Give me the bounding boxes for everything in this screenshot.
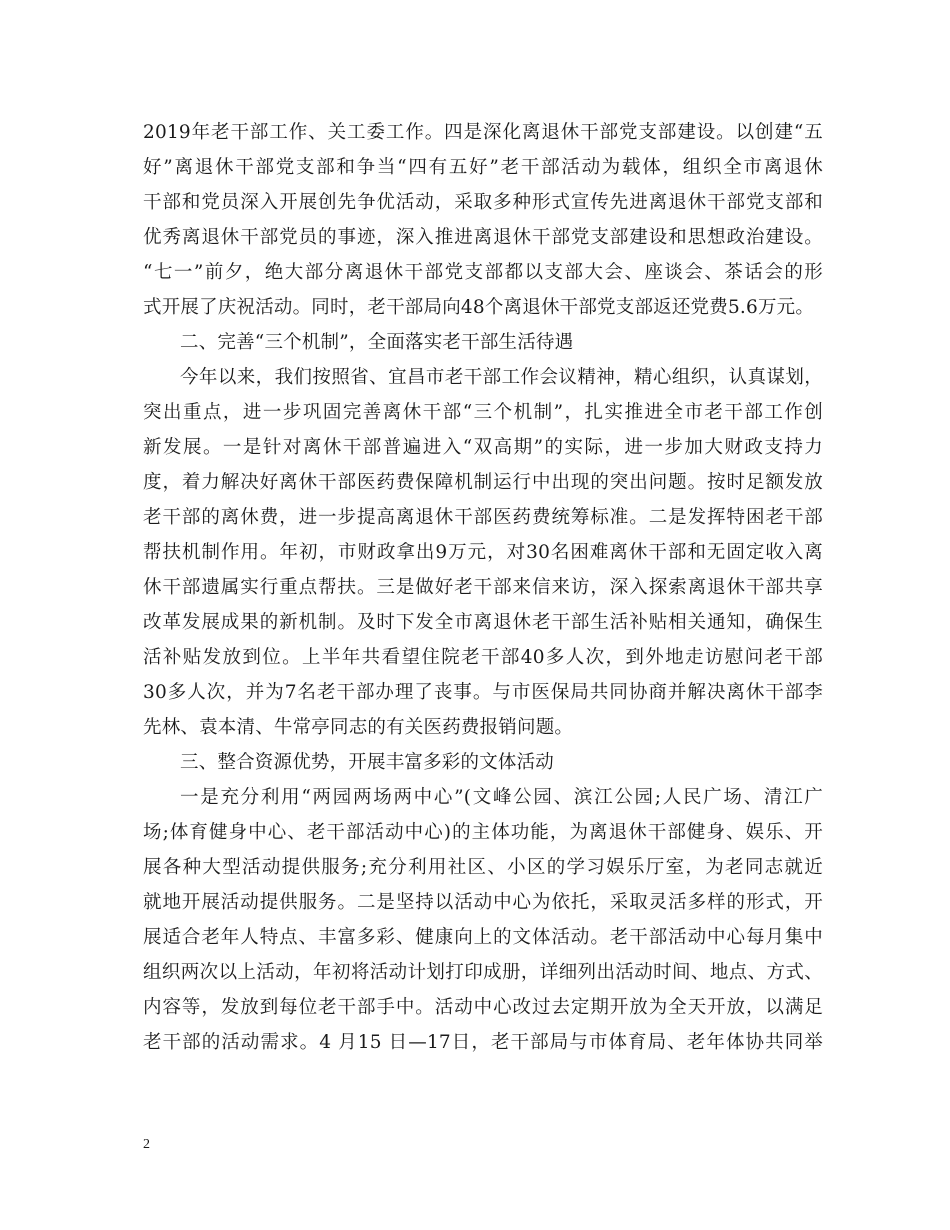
text-line: 展适合老年人特点、丰富多彩、健康向上的文体活动。老干部活动中心每月集中 bbox=[143, 927, 823, 948]
text-line: 优秀离退休干部党员的事迹，深入推进离退休干部党支部建设和思想政治建设。 bbox=[143, 227, 823, 248]
text-line: 先林、袁本清、牛常亭同志的有关医药费报销问题。 bbox=[143, 717, 574, 738]
text-line: 老干部的离休费，进一步提高离退休干部医药费统筹标准。二是发挥特困老干部 bbox=[143, 507, 823, 528]
text-line: 今年以来，我们按照省、宜昌市老干部工作会议精神，精心组织，认真谋划， bbox=[180, 367, 823, 388]
text-line: 活补贴发放到位。上半年共看望住院老干部40多人次，到外地走访慰问老干部 bbox=[143, 647, 823, 668]
text-line: 式开展了庆祝活动。同时，老干部局向48个离退休干部党支部返还党费5.6万元。 bbox=[143, 297, 815, 318]
text-line: 内容等，发放到每位老干部手中。活动中心改过去定期开放为全天开放，以满足 bbox=[143, 997, 823, 1018]
text-line: 三、整合资源优势，开展丰富多彩的文体活动 bbox=[180, 752, 555, 773]
text-line: 改革发展成果的新机制。及时下发全市离退休老干部生活补贴相关通知，确保生 bbox=[143, 612, 823, 633]
text-line: 干部和党员深入开展创先争优活动，采取多种形式宣传先进离退休干部党支部和 bbox=[143, 192, 823, 213]
text-line: 组织两次以上活动，年初将活动计划打印成册，详细列出活动时间、地点、方式、 bbox=[143, 962, 823, 983]
body-text bbox=[143, 115, 823, 1060]
text-line: 好”离退休干部党支部和争当“四有五好”老干部活动为载体，组织全市离退休 bbox=[143, 157, 823, 178]
page-number: 2 bbox=[143, 1137, 150, 1152]
text-line: 突出重点，进一步巩固完善离休干部“三个机制”，扎实推进全市老干部工作创 bbox=[143, 402, 823, 423]
text-line: 就地开展活动提供服务。二是坚持以活动中心为依托，采取灵活多样的形式，开 bbox=[143, 892, 823, 913]
text-line: 度，着力解决好离休干部医药费保障机制运行中出现的突出问题。按时足额发放 bbox=[143, 472, 823, 493]
text-line: 展各种大型活动提供服务;充分利用社区、小区的学习娱乐厅室，为老同志就近 bbox=[143, 857, 823, 878]
text-line: 30多人次，并为7名老干部办理了丧事。与市医保局共同协商并解决离休干部李 bbox=[143, 682, 823, 703]
text-line: “七一”前夕，绝大部分离退休干部党支部都以支部大会、座谈会、茶话会的形 bbox=[143, 262, 823, 283]
text-line: 一是充分利用“两园两场两中心”(文峰公园、滨江公园;人民广场、清江广 bbox=[180, 787, 823, 808]
text-line: 老干部的活动需求。4 月15 日—17日，老干部局与市体育局、老年体协共同举 bbox=[143, 1032, 823, 1053]
text-line: 新发展。一是针对离休干部普遍进入“双高期”的实际，进一步加大财政支持力 bbox=[143, 437, 823, 458]
text-line: 场;体育健身中心、老干部活动中心)的主体功能，为离退休干部健身、娱乐、开 bbox=[143, 822, 823, 843]
text-line: 休干部遗属实行重点帮扶。三是做好老干部来信来访，深入探索离退休干部共享 bbox=[143, 577, 823, 598]
text-line: 二、完善“三个机制”，全面落实老干部生活待遇 bbox=[180, 332, 574, 353]
text-line: 2019年老干部工作、关工委工作。四是深化离退休干部党支部建设。以创建“五 bbox=[143, 122, 823, 143]
text-line: 帮扶机制作用。年初，市财政拿出9万元，对30名困难离休干部和无固定收入离 bbox=[143, 542, 823, 563]
